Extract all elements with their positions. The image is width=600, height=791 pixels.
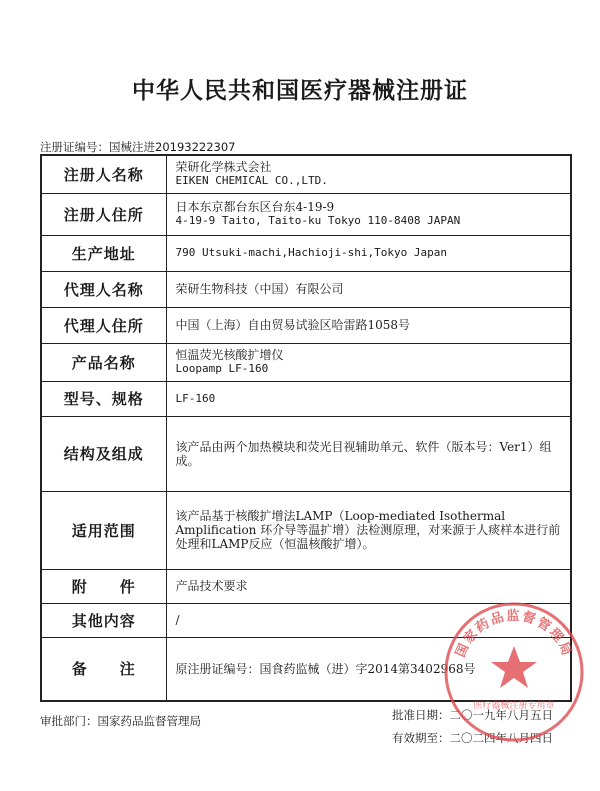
row-structure: [41, 416, 571, 491]
label-remarks: 备 注: [41, 637, 166, 701]
label-production-address: 生产地址: [41, 235, 166, 271]
remarks-text: 原注册证编号：国食药监械（进）字2014第3402968号: [175, 661, 476, 676]
agent-name-text: 荣研生物科技（中国）有限公司: [175, 282, 344, 296]
seal-text: 国家药品监督管理局: [453, 609, 575, 660]
registrant-address-cn: 日本东京都台东区台东4-19-9: [175, 200, 335, 214]
label-agent-name: 代理人名称: [41, 271, 166, 307]
row-product-name: [41, 343, 571, 381]
product-name-cn: 恒温荧光核酸扩增仪: [175, 348, 284, 362]
value-agent-address: [166, 307, 571, 343]
approval-date: 批准日期：二〇一九年八月五日: [392, 708, 553, 722]
row-model-spec: [41, 381, 571, 416]
value-production-address: [166, 235, 571, 271]
label-product-name: 产品名称: [41, 343, 166, 381]
valid-until: 有效期至：二〇二四年八月四日: [392, 731, 553, 745]
registrant-name-en: EIKEN CHEMICAL CO.,LTD.: [175, 174, 328, 188]
registrant-address-en: 4-19-9 Taito, Taito-ku Tokyo 110-8408 JAPAN: [175, 214, 461, 227]
product-name-en: Loopamp LF-160: [175, 362, 269, 375]
label-agent-address: 代理人住所: [41, 307, 166, 343]
model-spec-text: LF-160: [175, 391, 216, 405]
approval-department: 审批部门：国家药品监督管理局: [40, 714, 201, 728]
label-scope: 适用范围: [41, 491, 166, 569]
label-registrant-name: 注册人名称: [41, 155, 166, 193]
row-production-address: [41, 235, 571, 271]
other-text: /: [175, 613, 180, 627]
label-other: 其他内容: [41, 603, 166, 637]
structure-text: 该产品由两个加热模块和荧光目视辅助单元、软件（版本号：Ver1）组成。: [175, 439, 552, 468]
label-attachment: 附 件: [41, 569, 166, 603]
official-seal: [440, 598, 588, 746]
row-agent-name: [41, 271, 571, 307]
production-address-text: 790 Utsuki-machi,Hachioji-shi,Tokyo Japan: [175, 246, 448, 259]
row-agent-address: [41, 307, 571, 343]
value-structure: [166, 416, 571, 491]
value-product-name: [166, 343, 571, 381]
certificate-title: 中华人民共和国医疗器械注册证: [132, 78, 468, 104]
scope-text: 该产品基于核酸扩增法LAMP（Loop-mediated Isothermal Amplification 环介导等温扩增）法检测原理，对来源于人痰样本进行前处理和LAMP反应（恒温核酸扩增）。: [175, 509, 561, 551]
value-model-spec: [166, 381, 571, 416]
label-registrant-address: 注册人住所: [41, 193, 166, 235]
registration-number: 注册证编号：国械注进20193222307: [40, 140, 236, 154]
seal-inner-text: 医疗器械注册专用章: [473, 701, 555, 711]
label-model-spec: 型号、规格: [41, 381, 166, 416]
agent-address-text: 中国（上海）自由贸易试验区哈雷路1058号: [175, 318, 411, 332]
value-registrant-name: [166, 155, 571, 193]
label-structure: 结构及组成: [41, 416, 166, 491]
row-registrant-address: [41, 193, 571, 235]
value-scope: [166, 491, 571, 569]
registrant-name-cn: 荣研化学株式会社: [175, 160, 272, 175]
row-scope: [41, 491, 571, 569]
row-registrant-name: [41, 155, 571, 193]
attachment-text: 产品技术要求: [175, 579, 248, 593]
value-registrant-address: [166, 193, 571, 235]
value-agent-name: [166, 271, 571, 307]
